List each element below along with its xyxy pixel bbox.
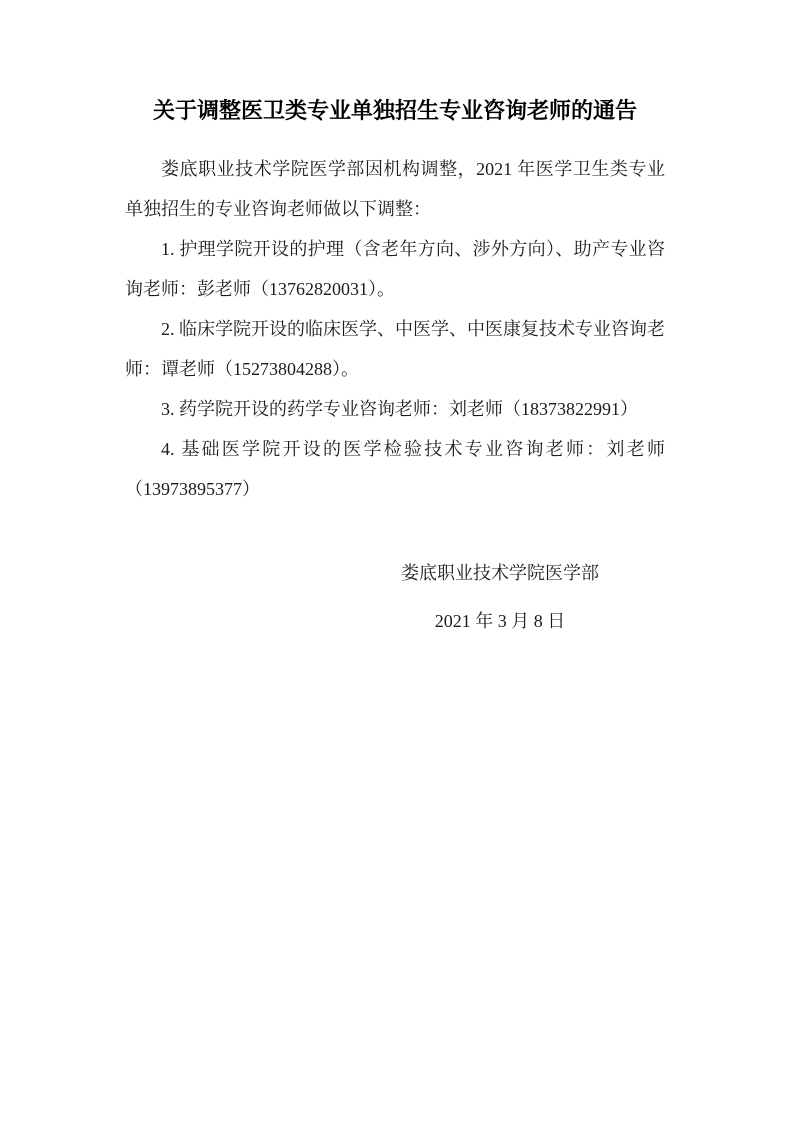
- notice-body: [125, 149, 665, 509]
- notice-item-4: 4. 基础医学院开设的医学检验技术专业咨询老师：刘老师（13973895377）: [125, 439, 665, 499]
- signature-date: 2021 年 3 月 8 日: [434, 611, 566, 631]
- signature-block: [365, 553, 635, 641]
- notice-intro-paragraph: 娄底职业技术学院医学部因机构调整，2021 年医学卫生类专业单独招生的专业咨询老师做以下调整：: [125, 159, 665, 219]
- notice-item-1: 1. 护理学院开设的护理（含老年方向、涉外方向）、助产专业咨询老师：彭老师（13762820031）。: [125, 239, 665, 299]
- notice-title: 关于调整医卫类专业单独招生专业咨询老师的通告: [152, 98, 637, 123]
- notice-item-3: 3. 药学院开设的药学专业咨询老师：刘老师（18373822991）: [161, 399, 638, 419]
- signature-organization: 娄底职业技术学院医学部: [401, 563, 599, 583]
- notice-item-2: 2. 临床学院开设的临床医学、中医学、中医康复技术专业咨询老师：谭老师（15273804288）。: [125, 319, 665, 379]
